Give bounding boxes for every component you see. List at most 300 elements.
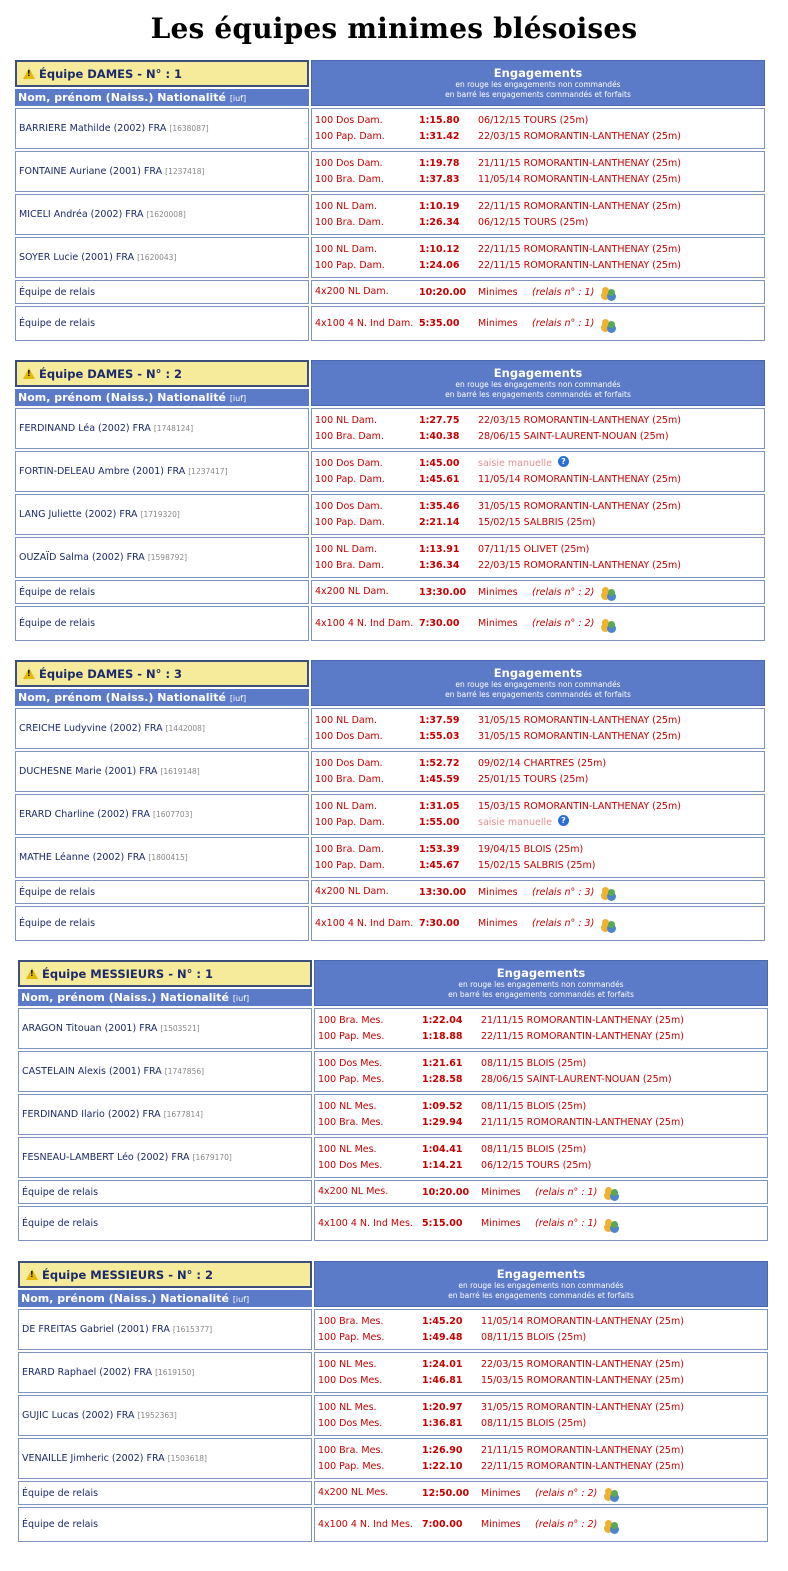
swimmer-row (18, 1051, 768, 1092)
swimmer-name-cell[interactable] (18, 1051, 312, 1092)
relay-label: Équipe de relais (18, 1206, 312, 1241)
relay-label: Équipe de relais (15, 606, 309, 641)
column-header-label: Nom, prénom (Naiss.) Nationalité (21, 1292, 229, 1305)
team-title-text: Équipe MESSIEURS - N° : 2 (42, 1267, 213, 1282)
relay-team-icon[interactable] (602, 618, 617, 630)
swimmer-iuf: [1800415] (148, 853, 188, 862)
swimmer-name[interactable]: SOYER Lucie (2001) FRA (19, 252, 135, 263)
relay-category: Minimes (481, 1218, 521, 1229)
perf-event: 100 Bra. Dam. (315, 559, 384, 571)
relay-category: Minimes (478, 318, 518, 329)
perf-event: 100 Dos Dam. (315, 157, 383, 169)
perf-line (315, 842, 764, 858)
perf-time: 1:28.58 (422, 1073, 463, 1085)
perf-place: 28/06/15 SAINT-LAURENT-NOUAN (25m) (478, 430, 669, 442)
swimmer-name[interactable]: FESNEAU-LAMBERT Léo (2002) FRA (22, 1152, 190, 1163)
relay-time: 12:50.00 (422, 1487, 470, 1499)
swimmer-iuf: [1620008] (146, 210, 186, 219)
perf-event: 100 NL Mes. (318, 1100, 377, 1112)
engagements-title: Engagements (493, 65, 583, 80)
swimmer-name[interactable]: OUZAÏD Salma (2002) FRA (19, 552, 145, 563)
swimmer-name[interactable]: CREICHE Ludyvine (2002) FRA (19, 723, 163, 734)
relay-cell (311, 606, 765, 641)
team-table (16, 958, 770, 1243)
relay-team-icon[interactable] (605, 1487, 620, 1499)
perf-time: 1:10.12 (419, 243, 460, 255)
relay-event: 4x200 NL Mes. (318, 1487, 389, 1498)
swimmer-perf-cell (314, 1352, 768, 1393)
perf-event: 100 Bra. Mes. (318, 1116, 384, 1128)
perf-place: 08/11/15 BLOIS (25m) (481, 1100, 587, 1112)
perf-line (315, 799, 764, 815)
perf-event: 100 Dos Mes. (318, 1417, 383, 1429)
swimmer-perf-cell (314, 1008, 768, 1049)
relay-number: (relais n° : 1) (532, 318, 595, 329)
perf-place: 31/05/15 ROMORANTIN-LANTHENAY (25m) (478, 730, 681, 742)
swimmer-name-cell[interactable] (15, 151, 309, 192)
perf-place: 11/05/14 ROMORANTIN-LANTHENAY (25m) (478, 173, 681, 185)
relay-event: 4x200 NL Dam. (315, 586, 389, 597)
perf-line (318, 1443, 767, 1459)
team-title[interactable] (15, 360, 309, 387)
perf-time: 1:26.34 (419, 216, 460, 228)
relay-category: Minimes (478, 586, 518, 598)
engagements-legend-red: en rouge les engagements non commandés (458, 979, 624, 989)
swimmer-perf-cell (311, 794, 765, 835)
column-header-iuf: [iuf] (232, 1295, 250, 1304)
perf-time: 1:20.97 (422, 1401, 463, 1413)
column-header-label: Nom, prénom (Naiss.) Nationalité (18, 91, 226, 104)
perf-place: 22/11/15 ROMORANTIN-LANTHENAY (25m) (478, 200, 681, 212)
swimmer-row (18, 1352, 768, 1393)
relay-row (18, 1481, 768, 1505)
swimmer-row (15, 408, 765, 449)
relay-category: Minimes (481, 1186, 521, 1198)
relay-number: (relais n° : 1) (535, 1218, 598, 1229)
relay-team-icon[interactable] (602, 886, 617, 898)
perf-time: 1:22.10 (422, 1460, 463, 1472)
perf-line (315, 258, 764, 274)
swimmer-iuf: [1503521] (160, 1024, 200, 1033)
swimmer-row (18, 1309, 768, 1350)
swimmer-row (18, 1094, 768, 1135)
swimmer-row (15, 108, 765, 149)
perf-event: 100 Pap. Dam. (315, 859, 385, 871)
relay-event: 4x100 4 N. Ind Mes. (318, 1518, 413, 1530)
perf-line (318, 1459, 767, 1475)
relay-category: Minimes (478, 918, 518, 929)
perf-place: 22/03/15 ROMORANTIN-LANTHENAY (25m) (481, 1358, 684, 1370)
perf-place: 08/11/15 BLOIS (25m) (481, 1143, 587, 1155)
relay-event: 4x200 NL Dam. (315, 886, 389, 897)
perf-line (318, 1056, 767, 1072)
relay-cell (314, 1180, 768, 1204)
column-header-label: Nom, prénom (Naiss.) Nationalité (18, 691, 226, 704)
swimmer-name[interactable]: FERDINAND Léa (2002) FRA (19, 423, 151, 434)
engagements-header (311, 660, 765, 706)
swimmer-name-cell[interactable] (15, 408, 309, 449)
perf-event: 100 Dos Dam. (315, 457, 383, 469)
swimmer-iuf: [1748124] (153, 424, 194, 433)
swimmer-iuf: [1747856] (164, 1067, 205, 1076)
relay-row (15, 306, 765, 341)
team-block (13, 658, 767, 943)
relay-team-icon[interactable] (602, 318, 617, 330)
relay-row (18, 1206, 768, 1241)
swimmer-name-cell[interactable] (15, 794, 309, 835)
swimmer-name[interactable]: FERDINAND Ilario (2002) FRA (22, 1109, 161, 1120)
swimmer-iuf: [1619148] (160, 767, 200, 776)
column-header-label: Nom, prénom (Naiss.) Nationalité (21, 991, 229, 1004)
swimmer-name[interactable]: GUJIC Lucas (2002) FRA (22, 1410, 135, 1421)
relay-time: 10:20.00 (422, 1186, 470, 1198)
swimmer-row (15, 151, 765, 192)
perf-line (315, 215, 764, 231)
column-header (18, 1290, 312, 1307)
swimmer-name-cell[interactable] (15, 837, 309, 878)
perf-line (318, 1158, 767, 1174)
page-title: Les équipes minimes blésoises (150, 12, 638, 45)
perf-place: 07/11/15 OLIVET (25m) (478, 543, 590, 555)
swimmer-perf-cell (311, 751, 765, 792)
team-title[interactable] (15, 60, 309, 87)
perf-time: 2:21.14 (419, 516, 460, 528)
perf-event: 100 Dos Mes. (318, 1057, 383, 1069)
relay-category: Minimes (478, 618, 518, 629)
perf-place: 15/03/15 ROMORANTIN-LANTHENAY (25m) (478, 800, 681, 812)
perf-place: 15/03/15 ROMORANTIN-LANTHENAY (25m) (481, 1374, 684, 1386)
swimmer-name[interactable]: MATHE Léanne (2002) FRA (19, 852, 146, 863)
perf-time: 1:10.19 (419, 200, 460, 212)
team-title-text: Équipe DAMES - N° : 1 (39, 66, 183, 81)
perf-time: 1:46.81 (422, 1374, 463, 1386)
engagements-header (311, 360, 765, 406)
swimmer-perf-cell (314, 1309, 768, 1350)
perf-time: 1:40.38 (419, 430, 460, 442)
relay-cell (314, 1481, 768, 1505)
swimmer-row (18, 1438, 768, 1479)
swimmer-iuf: [1952363] (137, 1411, 177, 1420)
perf-place: 22/11/15 ROMORANTIN-LANTHENAY (25m) (481, 1030, 684, 1042)
relay-label: Équipe de relais (15, 580, 309, 604)
perf-time: 1:55.00 (419, 816, 460, 828)
perf-place: 15/02/15 SALBRIS (25m) (478, 516, 596, 528)
relay-event: 4x100 4 N. Ind Mes. (318, 1217, 413, 1229)
relay-label: Équipe de relais (18, 1507, 312, 1542)
perf-line (318, 1400, 767, 1416)
engagements-title: Engagements (493, 665, 583, 680)
perf-line (318, 1314, 767, 1330)
swimmer-perf-cell (314, 1094, 768, 1135)
perf-line (315, 113, 764, 129)
relay-team-icon[interactable] (602, 918, 617, 930)
perf-event: 100 NL Mes. (318, 1358, 377, 1370)
perf-line (315, 729, 764, 745)
column-header (15, 389, 309, 406)
swimmer-row (15, 237, 765, 278)
swimmer-name[interactable]: VENAILLE Jimheric (2002) FRA (22, 1453, 165, 1464)
relay-time: 13:30.00 (419, 586, 467, 598)
perf-event: 100 NL Dam. (315, 714, 377, 726)
perf-time: 1:13.91 (419, 543, 460, 555)
swimmer-iuf: [1615377] (172, 1325, 213, 1334)
perf-place: 22/03/15 ROMORANTIN-LANTHENAY (25m) (478, 130, 681, 142)
relay-event: 4x200 NL Mes. (318, 1186, 389, 1197)
relay-cell (311, 880, 765, 904)
perf-time: 1:26.90 (422, 1444, 463, 1456)
warning-icon (26, 1269, 38, 1280)
warning-icon (23, 368, 35, 379)
swimmer-perf-cell (311, 151, 765, 192)
perf-time: 1:36.81 (422, 1417, 463, 1429)
team-block (13, 58, 767, 343)
relay-event: 4x100 4 N. Ind Dam. (315, 917, 414, 929)
relay-number: (relais n° : 1) (535, 1186, 598, 1198)
perf-line (315, 242, 764, 258)
perf-line (315, 756, 764, 772)
engagements-legend-red: en rouge les engagements non commandés (455, 79, 621, 89)
relay-row (15, 606, 765, 641)
relay-number: (relais n° : 2) (532, 618, 595, 629)
perf-line (315, 472, 764, 488)
perf-line (318, 1416, 767, 1432)
team-block (16, 958, 770, 1243)
team-title[interactable] (18, 1261, 312, 1288)
relay-category: Minimes (478, 286, 518, 298)
perf-place: 21/11/15 ROMORANTIN-LANTHENAY (25m) (481, 1444, 684, 1456)
perf-line (315, 172, 764, 188)
column-header-label: Nom, prénom (Naiss.) Nationalité (18, 391, 226, 404)
swimmer-perf-cell (314, 1395, 768, 1436)
perf-place: 22/11/15 ROMORANTIN-LANTHENAY (25m) (478, 243, 681, 255)
perf-place: 06/12/15 TOURS (25m) (481, 1159, 592, 1171)
relay-team-icon[interactable] (602, 286, 617, 298)
perf-place: 19/04/15 BLOIS (25m) (478, 843, 584, 855)
perf-time: 1:19.78 (419, 157, 460, 169)
swimmer-iuf: [1442008] (165, 724, 205, 733)
swimmer-name-cell[interactable] (15, 751, 309, 792)
perf-time: 1:14.21 (422, 1159, 463, 1171)
team-title[interactable] (15, 660, 309, 687)
perf-line (315, 858, 764, 874)
swimmer-row (15, 451, 765, 492)
perf-place: saisie manuelle (478, 816, 552, 828)
swimmer-name[interactable]: ERARD Raphael (2002) FRA (22, 1367, 153, 1378)
swimmer-name-cell[interactable] (15, 494, 309, 535)
swimmer-name-cell[interactable] (18, 1438, 312, 1479)
relay-team-icon[interactable] (605, 1218, 620, 1230)
perf-place: 22/03/15 ROMORANTIN-LANTHENAY (25m) (478, 414, 681, 426)
team-title-text: Équipe MESSIEURS - N° : 1 (42, 966, 213, 981)
swimmer-name-cell[interactable] (15, 708, 309, 749)
swimmer-name[interactable]: DUCHESNE Marie (2001) FRA (19, 766, 158, 777)
column-header (18, 989, 312, 1006)
engagements-legend-red: en rouge les engagements non commandés (455, 679, 621, 689)
relay-number: (relais n° : 2) (535, 1519, 598, 1530)
help-icon[interactable]: ? (558, 456, 569, 467)
perf-line (318, 1142, 767, 1158)
perf-line (318, 1330, 767, 1346)
relay-cell (314, 1206, 768, 1241)
team-table (13, 658, 767, 943)
team-table (16, 1259, 770, 1544)
swimmer-name-cell[interactable] (18, 1352, 312, 1393)
team-table (13, 358, 767, 643)
perf-time: 1:37.83 (419, 173, 460, 185)
warning-icon (26, 968, 38, 979)
perf-time: 1:24.01 (422, 1358, 463, 1370)
perf-event: 100 NL Dam. (315, 543, 377, 555)
swimmer-name[interactable]: FORTIN-DELEAU Ambre (2001) FRA (19, 466, 186, 477)
perf-time: 1:37.59 (419, 714, 460, 726)
swimmer-name-cell[interactable] (15, 237, 309, 278)
swimmer-row (15, 751, 765, 792)
engagements-header (314, 1261, 768, 1307)
perf-line (315, 199, 764, 215)
swimmer-perf-cell (311, 494, 765, 535)
perf-event: 100 Bra. Dam. (315, 216, 384, 228)
relay-row (15, 880, 765, 904)
swimmer-name-cell[interactable] (15, 108, 309, 149)
perf-event: 100 Dos Dam. (315, 730, 383, 742)
swimmer-name[interactable]: MICELI Andréa (2002) FRA (19, 209, 144, 220)
swimmer-name[interactable]: DE FREITAS Gabriel (2001) FRA (22, 1324, 170, 1335)
column-header-iuf: [iuf] (232, 994, 250, 1003)
perf-event: 100 Pap. Dam. (315, 516, 385, 528)
relay-cell (314, 1507, 768, 1542)
team-title[interactable] (18, 960, 312, 987)
perf-line (315, 499, 764, 515)
relay-cell (311, 580, 765, 604)
perf-line (318, 1029, 767, 1045)
relay-label: Équipe de relais (18, 1481, 312, 1505)
swimmer-name[interactable]: ARAGON Titouan (2001) FRA (22, 1023, 158, 1034)
team-title-text: Équipe DAMES - N° : 2 (39, 366, 183, 381)
perf-line (315, 129, 764, 145)
engagements-legend-struck: en barré les engagements commandés et forfaits (445, 689, 631, 699)
perf-place: 06/12/15 TOURS (25m) (478, 216, 589, 228)
swimmer-perf-cell (311, 708, 765, 749)
swimmer-iuf: [1237417] (188, 467, 228, 476)
swimmer-name[interactable]: CASTELAIN Alexis (2001) FRA (22, 1066, 162, 1077)
perf-event: 100 Pap. Mes. (318, 1073, 385, 1085)
swimmer-iuf: [1677814] (163, 1110, 203, 1119)
perf-place: 08/11/15 BLOIS (25m) (481, 1331, 587, 1343)
perf-event: 100 Bra. Mes. (318, 1444, 384, 1456)
relay-event: 4x100 4 N. Ind Dam. (315, 317, 414, 329)
perf-event: 100 Pap. Mes. (318, 1331, 385, 1343)
relay-team-icon[interactable] (605, 1186, 620, 1198)
swimmer-name[interactable]: FONTAINE Auriane (2001) FRA (19, 166, 163, 177)
swimmer-perf-cell (311, 451, 765, 492)
perf-event: 100 Pap. Dam. (315, 259, 385, 271)
engagements-legend-struck: en barré les engagements commandés et forfaits (448, 1290, 634, 1300)
swimmer-perf-cell (311, 837, 765, 878)
relay-time: 10:20.00 (419, 286, 467, 298)
swimmer-name[interactable]: BARRIERE Mathilde (2002) FRA (19, 123, 167, 134)
relay-row (18, 1180, 768, 1204)
warning-icon (23, 68, 35, 79)
swimmer-name[interactable]: ERARD Charline (2002) FRA (19, 809, 150, 820)
engagements-header (314, 960, 768, 1006)
perf-line (315, 713, 764, 729)
relay-label: Équipe de relais (15, 306, 309, 341)
relay-category: Minimes (481, 1519, 521, 1530)
swimmer-name-cell[interactable] (18, 1395, 312, 1436)
swimmer-perf-cell (311, 408, 765, 449)
perf-place: 08/11/15 BLOIS (25m) (481, 1417, 587, 1429)
relay-time: 7:00.00 (422, 1519, 463, 1530)
relay-team-icon[interactable] (605, 1519, 620, 1531)
swimmer-name[interactable]: LANG Juliette (2002) FRA (19, 509, 138, 520)
perf-line (315, 429, 764, 445)
swimmer-name-cell[interactable] (18, 1094, 312, 1135)
relay-row (18, 1507, 768, 1542)
swimmer-row (15, 794, 765, 835)
perf-line (315, 772, 764, 788)
perf-time: 1:15.80 (419, 114, 460, 126)
team-block (16, 1259, 770, 1544)
perf-place: 15/02/15 SALBRIS (25m) (478, 859, 596, 871)
relay-label: Équipe de relais (15, 880, 309, 904)
swimmer-name-cell[interactable] (18, 1137, 312, 1178)
perf-line (315, 515, 764, 531)
engagements-legend-struck: en barré les engagements commandés et forfaits (445, 89, 631, 99)
swimmer-name-cell[interactable] (15, 451, 309, 492)
swimmer-name-cell[interactable] (15, 194, 309, 235)
column-header (15, 689, 309, 706)
perf-time: 1:55.03 (419, 730, 460, 742)
perf-time: 1:45.67 (419, 859, 460, 871)
perf-place: 06/12/15 TOURS (25m) (478, 114, 589, 126)
swimmer-name-cell[interactable] (18, 1309, 312, 1350)
perf-event: 100 Bra. Dam. (315, 843, 384, 855)
help-icon[interactable]: ? (558, 815, 569, 826)
perf-place: 31/05/15 ROMORANTIN-LANTHENAY (25m) (478, 500, 681, 512)
relay-team-icon[interactable] (602, 586, 617, 598)
perf-event: 100 Bra. Dam. (315, 173, 384, 185)
relay-row (15, 906, 765, 941)
perf-time: 1:45.59 (419, 773, 460, 785)
engagements-header (311, 60, 765, 106)
relay-time: 7:30.00 (419, 618, 460, 629)
perf-event: 100 Bra. Mes. (318, 1315, 384, 1327)
perf-place: 08/11/15 BLOIS (25m) (481, 1057, 587, 1069)
perf-event: 100 Dos Dam. (315, 500, 383, 512)
perf-line (315, 558, 764, 574)
swimmer-name-cell[interactable] (18, 1008, 312, 1049)
perf-place: 31/05/15 ROMORANTIN-LANTHENAY (25m) (478, 714, 681, 726)
perf-event: 100 NL Dam. (315, 800, 377, 812)
perf-event: 100 Bra. Mes. (318, 1014, 384, 1026)
relay-cell (311, 306, 765, 341)
engagements-title: Engagements (496, 965, 586, 980)
relay-time: 7:30.00 (419, 918, 460, 929)
perf-time: 1:31.42 (419, 130, 460, 142)
perf-time: 1:52.72 (419, 757, 460, 769)
perf-event: 100 Dos Dam. (315, 114, 383, 126)
perf-place: 09/02/14 CHARTRES (25m) (478, 757, 607, 769)
engagements-legend-struck: en barré les engagements commandés et forfaits (448, 989, 634, 999)
engagements-legend-red: en rouge les engagements non commandés (458, 1280, 624, 1290)
relay-category: Minimes (481, 1487, 521, 1499)
perf-event: 100 NL Dam. (315, 200, 377, 212)
swimmer-iuf: [1598792] (147, 553, 188, 562)
swimmer-iuf: [1620043] (137, 253, 177, 262)
perf-time: 1:49.48 (422, 1331, 463, 1343)
swimmer-name-cell[interactable] (15, 537, 309, 578)
team-table (13, 58, 767, 343)
